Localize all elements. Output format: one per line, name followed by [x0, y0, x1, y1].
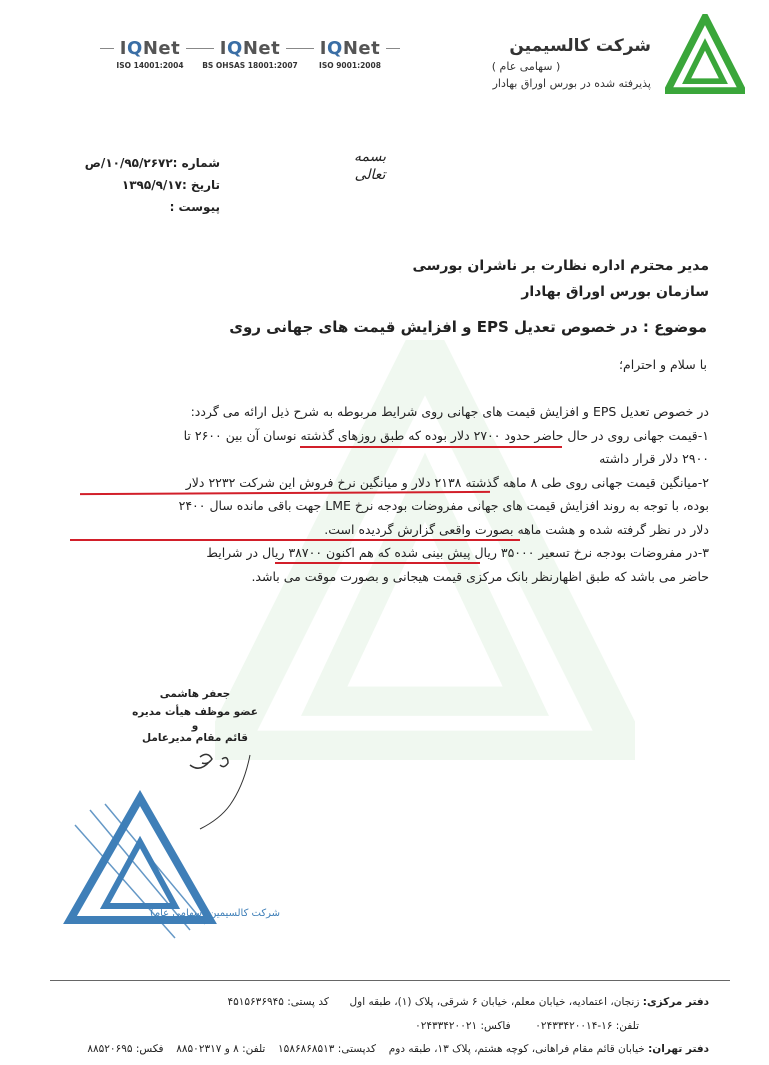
- footer-divider: [50, 980, 730, 981]
- cert-code: BS OHSAS 18001:2007: [202, 61, 298, 70]
- body-line: ۳-در مفروضات بودجه نرخ تسعیر ۳۵۰۰۰ ریال پیش بینی شده که هم اکنون ۳۸۷۰۰ ریال در شرایط: [206, 545, 709, 560]
- hq-label: دفتر مرکزی:: [642, 996, 709, 1008]
- hq-phone: تلفن: ۱۶-۰۲۴۳۳۴۲۰۰۱۴: [535, 1020, 639, 1032]
- body-line: ۲۹۰۰ دلار قرار داشته: [599, 451, 709, 466]
- hq-address: زنجان، اعتمادیه، خیابان معلم، خیابان ۶ شرقی، پلاک (۱)، طبقه اول: [349, 996, 640, 1008]
- bismillah: [340, 148, 400, 194]
- iqnet-logo: IQNet: [219, 38, 281, 59]
- letter-attachment: پیوست :: [169, 200, 220, 214]
- letter-date: تاریخ :۱۳۹۵/۹/۱۷: [121, 178, 220, 192]
- cert-code: ISO 14001:2004: [116, 61, 184, 70]
- stamp-text: شرکت کالسیمین (سهامی عام): [150, 908, 280, 919]
- iqnet-logo: IQNet: [119, 38, 181, 59]
- body-line: دلار در نظر گرفته شده و هشت ماهه بصورت واقعی گزارش گردیده است.: [324, 521, 709, 537]
- body-line: ۱-قیمت جهانی روی در حال حاضر حدود ۲۷۰۰ دلار بوده که طبق روزهای گذشته نوسان آن بین ۲۶۰۰ تا: [183, 427, 709, 443]
- company-logo: [665, 14, 745, 94]
- letter-meta: [60, 152, 220, 218]
- letter-subject: موضوع : در خصوص تعدیل EPS و افزایش قیمت های جهانی روی: [229, 318, 707, 336]
- cert-badge-ohsas18001: [202, 38, 298, 78]
- recipient-line-2: سازمان بورس اوراق بهادار: [521, 284, 709, 300]
- letter-number: شماره :۱۰/۹۵/۲۶۷۲/ص: [84, 156, 220, 170]
- footer-tehran: [29, 1043, 709, 1055]
- body-line: در خصوص تعدیل EPS و افزایش قیمت های جهانی روی شرایط مربوطه به شرح ذیل ارائه می گردد:: [190, 404, 709, 419]
- signer-title-2: قائم مقام مدیرعامل: [141, 732, 249, 744]
- body-line: حاضر می باشد که طبق اظهارنظر بانک مرکزی قیمت هیجانی و بصورت موقت می باشد.: [251, 568, 709, 584]
- tehran-phone: تلفن: ۸ و ۸۸۵۰۲۳۱۷: [176, 1043, 266, 1055]
- company-header: [431, 36, 651, 90]
- footer-hq-contacts: [39, 1020, 639, 1032]
- tehran-postal: کدپستی: ۱۵۸۶۸۶۸۵۱۳: [278, 1043, 377, 1055]
- greeting: با سلام و احترام؛: [619, 357, 707, 372]
- company-name: شرکت کالسیمین: [509, 36, 651, 56]
- body-line: بوده، با توجه به روند افزایش قیمت های جهانی مفروضات بودجه نرخ LME جهت باقی مانده سال ۲۴۰۰: [178, 498, 709, 513]
- signer-name: جعفر هاشمی: [159, 688, 231, 700]
- iqnet-logo: IQNet: [319, 38, 381, 59]
- company-type: ( سهامی عام ): [491, 60, 561, 73]
- hq-postal: کد پستی: ۴۵۱۵۶۳۶۹۴۵: [227, 996, 329, 1008]
- footer-hq: [29, 996, 709, 1008]
- emphasis-underline: [70, 539, 520, 541]
- listing-note: پذیرفته شده در بورس اوراق بهادار: [492, 77, 651, 90]
- tehran-address: خیابان قائم مقام فراهانی، کوچه هشتم، پلاک ۱۳، طبقه دوم: [388, 1043, 645, 1055]
- hq-fax: فاکس: ۰۲۴۳۳۴۲۰۰۲۱: [415, 1020, 511, 1032]
- body-line: ۲-میانگین قیمت جهانی روی طی ۸ ماهه گذشته ۲۱۳۸ دلار و میانگین نرخ فروش این شرکت ۲۲۳۲ دلار: [185, 474, 709, 490]
- signer-and: و: [191, 720, 199, 732]
- emphasis-underline: [275, 562, 480, 564]
- bismillah-text: بسمه تعالی: [354, 149, 386, 183]
- recipient-line-1: مدیر محترم اداره نظارت بر ناشران بورسی: [412, 258, 709, 274]
- tehran-fax: فکس: ۸۸۵۲۰۶۹۵: [87, 1043, 164, 1055]
- cert-badge-iso14001: [102, 38, 198, 78]
- cert-code: ISO 9001:2008: [319, 61, 381, 70]
- signer-title-1: عضو موظف هیأت مدیره: [132, 706, 258, 718]
- emphasis-underline: [300, 446, 562, 448]
- tehran-label: دفتر تهران:: [648, 1043, 709, 1055]
- cert-badge-iso9001: [302, 38, 398, 78]
